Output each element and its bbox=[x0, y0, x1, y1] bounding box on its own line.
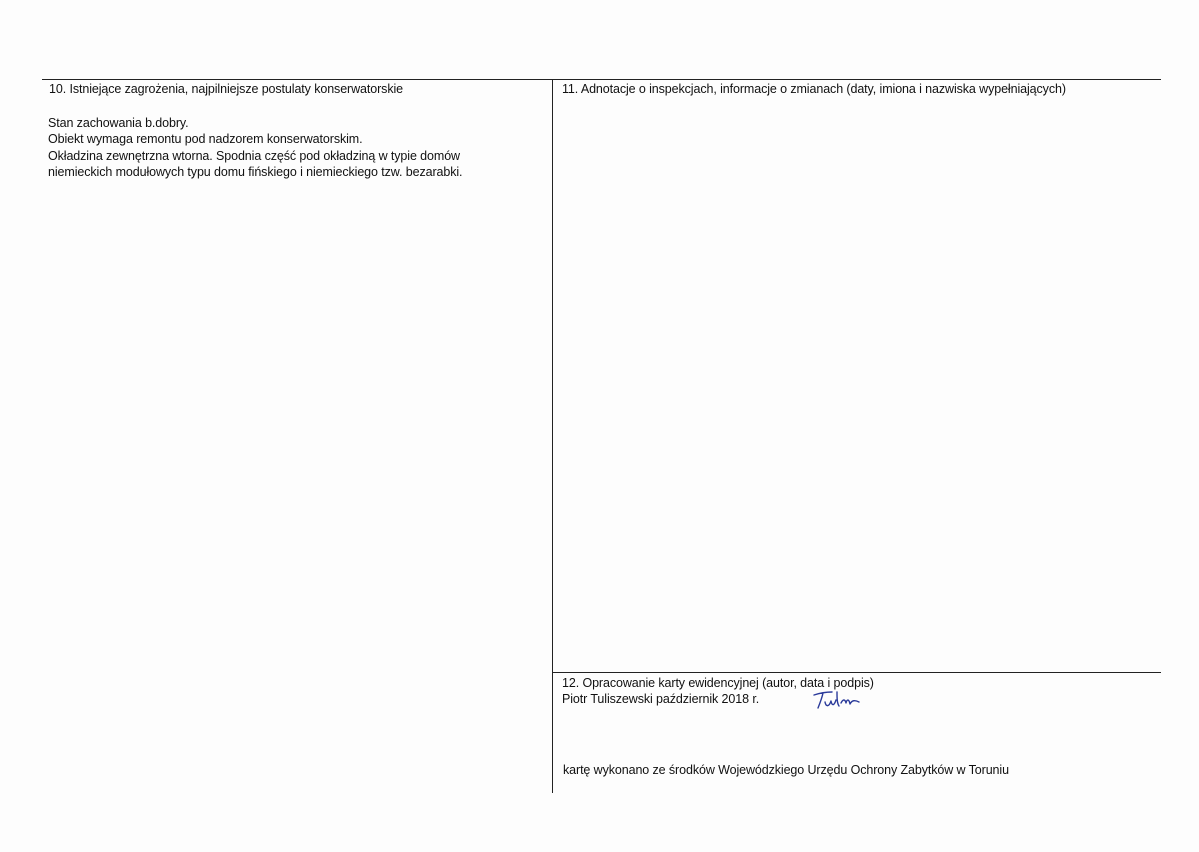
renovation-line: Obiekt wymaga remontu pod nadzorem konserwatorskim. bbox=[48, 132, 363, 146]
handwritten-signature bbox=[812, 688, 862, 712]
funding-note: kartę wykonano ze środków Wojewódzkiego Urzędu Ochrony Zabytków w Toruniu bbox=[563, 763, 1009, 777]
section-12-divider-line bbox=[552, 672, 1161, 673]
section-11-heading: 11. Adnotacje o inspekcjach, informacje o zmianach (daty, imiona i nazwiska wypełniających) bbox=[562, 82, 1066, 96]
cladding-line: Okładzina zewnętrzna wtorna. Spodnia część pod okładziną w typie domów bbox=[48, 149, 460, 163]
condition-line: Stan zachowania b.dobry. bbox=[48, 116, 189, 130]
section-12-heading: 12. Opracowanie karty ewidencyjnej (autor, data i podpis) bbox=[562, 676, 874, 690]
section-10-heading: 10. Istniejące zagrożenia, najpilniejsze postulaty konserwatorskie bbox=[49, 82, 404, 96]
author-date-line: Piotr Tuliszewski październik 2018 r. bbox=[562, 692, 760, 706]
house-type-line: niemieckich modułowych typu domu fińskiego i niemieckiego tzw. bezarabki. bbox=[48, 165, 463, 179]
top-border-line bbox=[42, 79, 1161, 80]
column-divider-line bbox=[552, 79, 553, 793]
